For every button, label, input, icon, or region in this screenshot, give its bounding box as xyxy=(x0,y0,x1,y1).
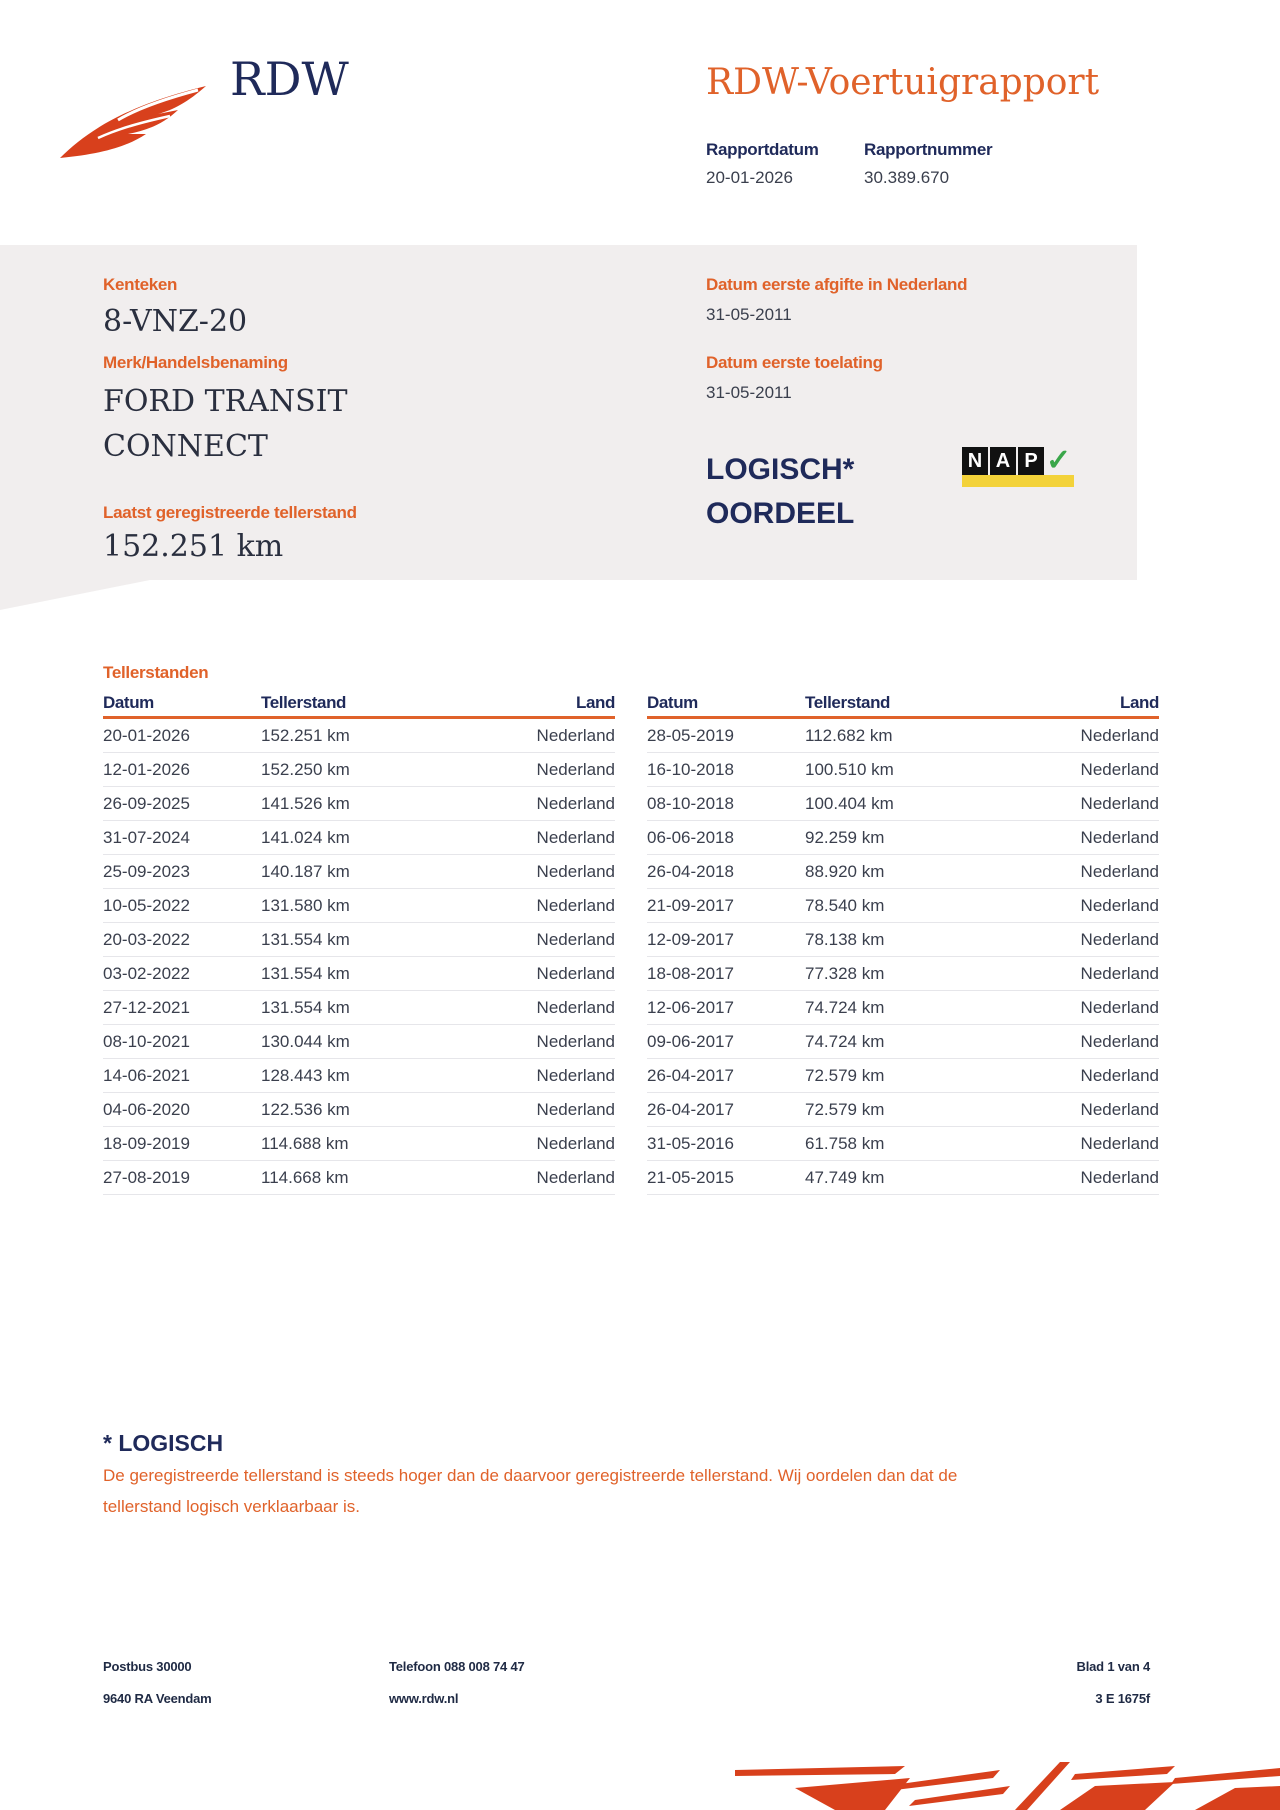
table-row xyxy=(647,991,1159,1025)
row-tellerstand: 152.251 km xyxy=(261,718,441,753)
row-land: Nederland xyxy=(441,753,615,787)
row-land: Nederland xyxy=(441,923,615,957)
row-tellerstand: 74.724 km xyxy=(805,1025,985,1059)
row-land: Nederland xyxy=(985,718,1159,753)
footer-code: 3 E 1675f xyxy=(1095,1691,1150,1706)
row-datum: 04-06-2020 xyxy=(103,1093,261,1127)
merk-line1: FORD TRANSIT xyxy=(103,384,348,419)
row-land: Nederland xyxy=(441,1059,615,1093)
kenteken-value: 8-VNZ-20 xyxy=(103,304,248,339)
note-text-line2: tellerstand logisch verklaarbaar is. xyxy=(103,1497,361,1516)
footer-website[interactable]: www.rdw.nl xyxy=(389,1691,459,1706)
odometer-rows-left xyxy=(103,718,615,1195)
table-row xyxy=(103,753,615,787)
row-datum: 25-09-2023 xyxy=(103,855,261,889)
footer-stripes-icon xyxy=(735,1760,1280,1810)
merk-label: Merk/Handelsbenaming xyxy=(103,353,288,372)
row-tellerstand: 122.536 km xyxy=(261,1093,441,1127)
rapportnummer-value: 30.389.670 xyxy=(864,168,950,187)
note-text-line1: De geregistreerde tellerstand is steeds hoger dan de daarvoor geregistreerde tellerstand. Wij oordelen dan dat de xyxy=(103,1466,958,1485)
table-row xyxy=(647,1025,1159,1059)
tellerstanden-title: Tellerstanden xyxy=(103,663,209,682)
footer-postbus: Postbus 30000 xyxy=(103,1659,192,1674)
table-row xyxy=(647,718,1159,753)
row-datum: 16-10-2018 xyxy=(647,753,805,787)
row-tellerstand: 131.554 km xyxy=(261,957,441,991)
row-land: Nederland xyxy=(985,957,1159,991)
row-datum: 26-09-2025 xyxy=(103,787,261,821)
table-row xyxy=(103,1025,615,1059)
row-land: Nederland xyxy=(985,1127,1159,1161)
table-row xyxy=(647,821,1159,855)
rapportdatum-value: 20-01-2026 xyxy=(706,168,793,187)
row-land: Nederland xyxy=(985,787,1159,821)
row-land: Nederland xyxy=(441,1127,615,1161)
table-row xyxy=(103,1127,615,1161)
table-row xyxy=(647,1127,1159,1161)
col-land: Land xyxy=(441,690,615,718)
row-land: Nederland xyxy=(985,821,1159,855)
row-tellerstand: 130.044 km xyxy=(261,1025,441,1059)
col-datum: Datum xyxy=(103,690,261,718)
table-row xyxy=(647,889,1159,923)
table-row xyxy=(647,957,1159,991)
row-land: Nederland xyxy=(441,1025,615,1059)
row-land: Nederland xyxy=(985,1161,1159,1195)
row-tellerstand: 100.510 km xyxy=(805,753,985,787)
row-tellerstand: 47.749 km xyxy=(805,1161,985,1195)
table-row xyxy=(103,718,615,753)
rapportdatum-label: Rapportdatum xyxy=(706,140,819,159)
row-datum: 08-10-2021 xyxy=(103,1025,261,1059)
row-land: Nederland xyxy=(985,923,1159,957)
row-tellerstand: 114.688 km xyxy=(261,1127,441,1161)
row-tellerstand: 61.758 km xyxy=(805,1127,985,1161)
table-row xyxy=(103,855,615,889)
row-tellerstand: 131.554 km xyxy=(261,923,441,957)
rapportnummer-label: Rapportnummer xyxy=(864,140,993,159)
row-datum: 26-04-2017 xyxy=(647,1093,805,1127)
row-tellerstand: 131.554 km xyxy=(261,991,441,1025)
table-row xyxy=(103,889,615,923)
footer-address: 9640 RA Veendam xyxy=(103,1691,212,1706)
row-land: Nederland xyxy=(441,889,615,923)
row-datum: 27-08-2019 xyxy=(103,1161,261,1195)
row-tellerstand: 141.024 km xyxy=(261,821,441,855)
row-tellerstand: 92.259 km xyxy=(805,821,985,855)
table-row xyxy=(103,1161,615,1195)
row-land: Nederland xyxy=(985,1059,1159,1093)
kenteken-label: Kenteken xyxy=(103,275,178,294)
row-tellerstand: 131.580 km xyxy=(261,889,441,923)
row-tellerstand: 128.443 km xyxy=(261,1059,441,1093)
nap-letter-n: N xyxy=(962,447,988,475)
row-tellerstand: 74.724 km xyxy=(805,991,985,1025)
afgifte-value: 31-05-2011 xyxy=(706,305,792,324)
row-datum: 20-01-2026 xyxy=(103,718,261,753)
row-datum: 06-06-2018 xyxy=(647,821,805,855)
panel-tail xyxy=(0,580,150,610)
verdict-line1: LOGISCH* xyxy=(706,453,855,486)
row-land: Nederland xyxy=(985,1025,1159,1059)
table-row xyxy=(647,855,1159,889)
report-title: RDW-Voertuigrapport xyxy=(706,62,1100,103)
row-datum: 03-02-2022 xyxy=(103,957,261,991)
row-datum: 12-09-2017 xyxy=(647,923,805,957)
row-land: Nederland xyxy=(441,718,615,753)
nap-check-icon: ✓ xyxy=(1046,444,1072,477)
row-datum: 12-06-2017 xyxy=(647,991,805,1025)
row-tellerstand: 140.187 km xyxy=(261,855,441,889)
note-title: * LOGISCH xyxy=(103,1430,224,1456)
footer-page: Blad 1 van 4 xyxy=(1076,1659,1150,1674)
row-tellerstand: 72.579 km xyxy=(805,1093,985,1127)
row-land: Nederland xyxy=(441,1093,615,1127)
table-row xyxy=(647,923,1159,957)
row-datum: 31-05-2016 xyxy=(647,1127,805,1161)
row-tellerstand: 112.682 km xyxy=(805,718,985,753)
row-tellerstand: 78.138 km xyxy=(805,923,985,957)
col-tellerstand: Tellerstand xyxy=(805,690,985,718)
row-tellerstand: 152.250 km xyxy=(261,753,441,787)
row-land: Nederland xyxy=(985,753,1159,787)
afgifte-label: Datum eerste afgifte in Nederland xyxy=(706,275,968,294)
nap-letter-a: A xyxy=(990,447,1016,475)
tellerstand-label: Laatst geregistreerde tellerstand xyxy=(103,503,357,522)
row-datum: 10-05-2022 xyxy=(103,889,261,923)
row-land: Nederland xyxy=(441,787,615,821)
row-datum: 18-09-2019 xyxy=(103,1127,261,1161)
table-row xyxy=(103,787,615,821)
table-row xyxy=(103,991,615,1025)
table-row xyxy=(647,1059,1159,1093)
row-land: Nederland xyxy=(985,889,1159,923)
row-tellerstand: 114.668 km xyxy=(261,1161,441,1195)
row-tellerstand: 88.920 km xyxy=(805,855,985,889)
toelating-value: 31-05-2011 xyxy=(706,383,792,402)
table-row xyxy=(103,957,615,991)
row-land: Nederland xyxy=(441,1161,615,1195)
row-datum: 26-04-2017 xyxy=(647,1059,805,1093)
odometer-table-left xyxy=(103,690,615,1195)
row-tellerstand: 100.404 km xyxy=(805,787,985,821)
nap-badge xyxy=(962,444,1074,487)
row-land: Nederland xyxy=(441,855,615,889)
nap-letter-p: P xyxy=(1018,447,1044,475)
odometer-rows-right xyxy=(647,718,1159,1195)
footer-telefoon: Telefoon 088 008 74 47 xyxy=(389,1659,525,1674)
row-datum: 27-12-2021 xyxy=(103,991,261,1025)
merk-line2: CONNECT xyxy=(103,429,268,464)
table-row xyxy=(103,821,615,855)
row-tellerstand: 77.328 km xyxy=(805,957,985,991)
row-datum: 31-07-2024 xyxy=(103,821,261,855)
row-datum: 12-01-2026 xyxy=(103,753,261,787)
row-datum: 08-10-2018 xyxy=(647,787,805,821)
row-datum: 18-08-2017 xyxy=(647,957,805,991)
row-datum: 26-04-2018 xyxy=(647,855,805,889)
rdw-logo-icon xyxy=(58,80,208,162)
row-datum: 09-06-2017 xyxy=(647,1025,805,1059)
row-datum: 20-03-2022 xyxy=(103,923,261,957)
row-datum: 21-09-2017 xyxy=(647,889,805,923)
col-tellerstand: Tellerstand xyxy=(261,690,441,718)
row-land: Nederland xyxy=(985,1093,1159,1127)
row-land: Nederland xyxy=(441,957,615,991)
table-row xyxy=(103,923,615,957)
row-land: Nederland xyxy=(985,855,1159,889)
row-land: Nederland xyxy=(441,991,615,1025)
row-tellerstand: 78.540 km xyxy=(805,889,985,923)
col-datum: Datum xyxy=(647,690,805,718)
tellerstand-value: 152.251 km xyxy=(103,529,284,564)
verdict-line2: OORDEEL xyxy=(706,497,855,530)
odometer-table-right xyxy=(647,690,1159,1195)
row-datum: 28-05-2019 xyxy=(647,718,805,753)
table-row xyxy=(647,787,1159,821)
row-datum: 14-06-2021 xyxy=(103,1059,261,1093)
row-tellerstand: 72.579 km xyxy=(805,1059,985,1093)
row-datum: 21-05-2015 xyxy=(647,1161,805,1195)
row-tellerstand: 141.526 km xyxy=(261,787,441,821)
table-row xyxy=(103,1093,615,1127)
row-land: Nederland xyxy=(441,821,615,855)
row-land: Nederland xyxy=(985,991,1159,1025)
logo-text: RDW xyxy=(230,52,349,106)
table-row xyxy=(103,1059,615,1093)
table-row xyxy=(647,1161,1159,1195)
table-row xyxy=(647,753,1159,787)
col-land: Land xyxy=(985,690,1159,718)
table-row xyxy=(647,1093,1159,1127)
toelating-label: Datum eerste toelating xyxy=(706,353,883,372)
